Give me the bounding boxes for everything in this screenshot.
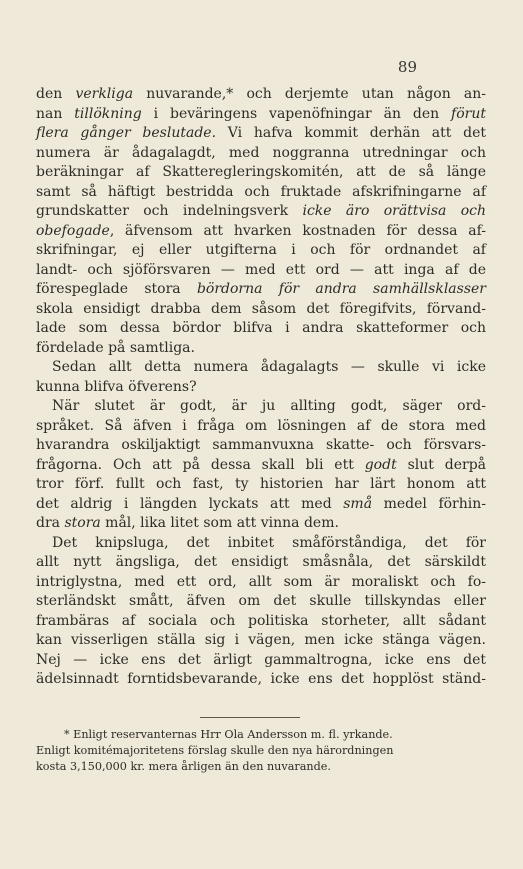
text-span: sterländskt smått, äfven om det skulle tillskyndas eller [36,593,486,609]
italic-text: förut [451,105,486,122]
text-span: skrifningar, ej eller utgifterna i och för ordnandet af [36,242,486,258]
text-line [36,378,486,398]
footnote-line: Enligt komitémajoritetens förslag skulle den nya härordningen [36,744,394,757]
text-span: frågorna. Och att på dessa skall bli ett [36,456,365,473]
italic-text: bördorna för andra samhällsklasser [196,281,486,297]
italic-text: stora [64,515,101,531]
text-span: beräkningar af Skatteregleringskomitén, att de så länge [36,164,486,180]
italic-text: obefogade [36,222,110,239]
text-span: Det knipsluga, det inbitet småförståndiga, det för [52,534,486,551]
text-line [36,612,486,632]
text-line [36,163,486,183]
text-span: kan visserligen ställa sig i vägen, men icke stänga vägen. [36,632,486,648]
text-line [36,417,486,437]
text-line [36,573,486,593]
text-span: nan [36,105,75,122]
text-line [36,300,486,320]
text-line [36,592,486,612]
text-line [36,124,486,144]
text-line [36,514,486,534]
text-span: kunna blifva öfverens? [36,378,197,395]
text-span: det aldrig i längden lyckats att med [36,495,344,512]
text-span: skola ensidigt drabba dem såsom det föregifvits, förvand- [36,300,486,317]
footnote-line: * Enligt reservanternas Hrr Ola Andersson m. fl. yrkande. [64,728,393,741]
text-span: förespeglade stora [36,281,197,297]
text-line [36,261,486,281]
page-number: 89 [397,58,417,76]
text-span: hvarandra oskiljaktigt sammanvuxna skatte- och försvars- [36,437,486,453]
text-line [36,202,486,222]
text-span: När slutet är godt, är ju allting godt, säger ord- [52,398,486,414]
text-span: slut derpå [396,456,486,473]
text-span: ädelsinnadt forntidsbevarande, icke ens det hopplöst ständ- [36,671,486,687]
text-span: fördelade på samtliga. [36,339,195,356]
footnote-line: kosta 3,150,000 kr. mera årligen än den nuvarande. [36,760,331,773]
text-span: intriglystna, med ett ord, allt som är moraliskt och fo- [36,573,486,590]
text-span: grundskatter och indelningsverk [36,203,303,219]
text-line [36,280,486,300]
text-span: nuvarande,* och derjemte utan någon an- [133,86,487,102]
text-span: tror förf. fullt och fast, ty historien har lärt honom att [36,476,486,492]
italic-text: icke äro orättvisa och [302,203,486,219]
text-span: numera är ådagalagdt, med noggranna utredningar och [36,144,486,161]
text-span: Nej — icke ens det ärligt gammaltrogna, icke ens det [36,651,486,668]
italic-text: flera gånger beslutade. [36,125,217,141]
text-span: språket. Så äfven i fråga om lösningen af de stora med [36,417,486,434]
text-line [36,183,486,203]
footnote [36,727,488,775]
text-span: landt- och sjöförsvaren — med ett ord — att inga af de [36,261,486,278]
italic-text: verkliga [75,86,134,102]
text-span: samt så häftigt bestridda och fruktade afskrifningarne af [36,183,486,200]
text-line [36,553,486,573]
text-span: den [36,86,76,102]
text-line [36,85,486,105]
text-line [36,534,486,554]
text-span: dra [36,515,65,531]
text-line [36,241,486,261]
text-line [36,144,486,164]
text-line [36,436,486,456]
text-span: Vi hafva kommit derhän att det [216,125,486,141]
text-line [36,495,486,515]
text-span: allt nytt ängsliga, det ensidigt småsnåla, det särskildt [36,554,486,570]
text-span: , äfvensom att hvarken kostnaden för dessa af- [109,222,486,239]
footnote-divider [200,717,300,718]
body-text [36,85,486,690]
text-line [36,631,486,651]
italic-text: tillökning [74,105,142,122]
text-line [36,222,486,242]
text-span: i beväringens vapenöfningar än den [141,105,452,122]
text-line [36,339,486,359]
text-line [36,105,486,125]
text-span: frambäras af sociala och politiska storheter, allt sådant [36,612,486,629]
text-span: medel förhin- [372,495,486,512]
text-line [36,319,486,339]
text-span: Sedan allt detta numera ådagalagts — skulle vi icke [52,359,486,375]
italic-text: godt [364,456,397,473]
text-line [36,475,486,495]
text-span: mål, lika litet som att vinna dem. [100,515,339,531]
italic-text: små [343,495,373,512]
text-span: lade som dessa bördor blifva i andra skatteformer och [36,320,486,336]
text-line [36,456,486,476]
text-line [36,670,486,690]
text-line [36,397,486,417]
text-line [36,358,486,378]
text-line [36,651,486,671]
